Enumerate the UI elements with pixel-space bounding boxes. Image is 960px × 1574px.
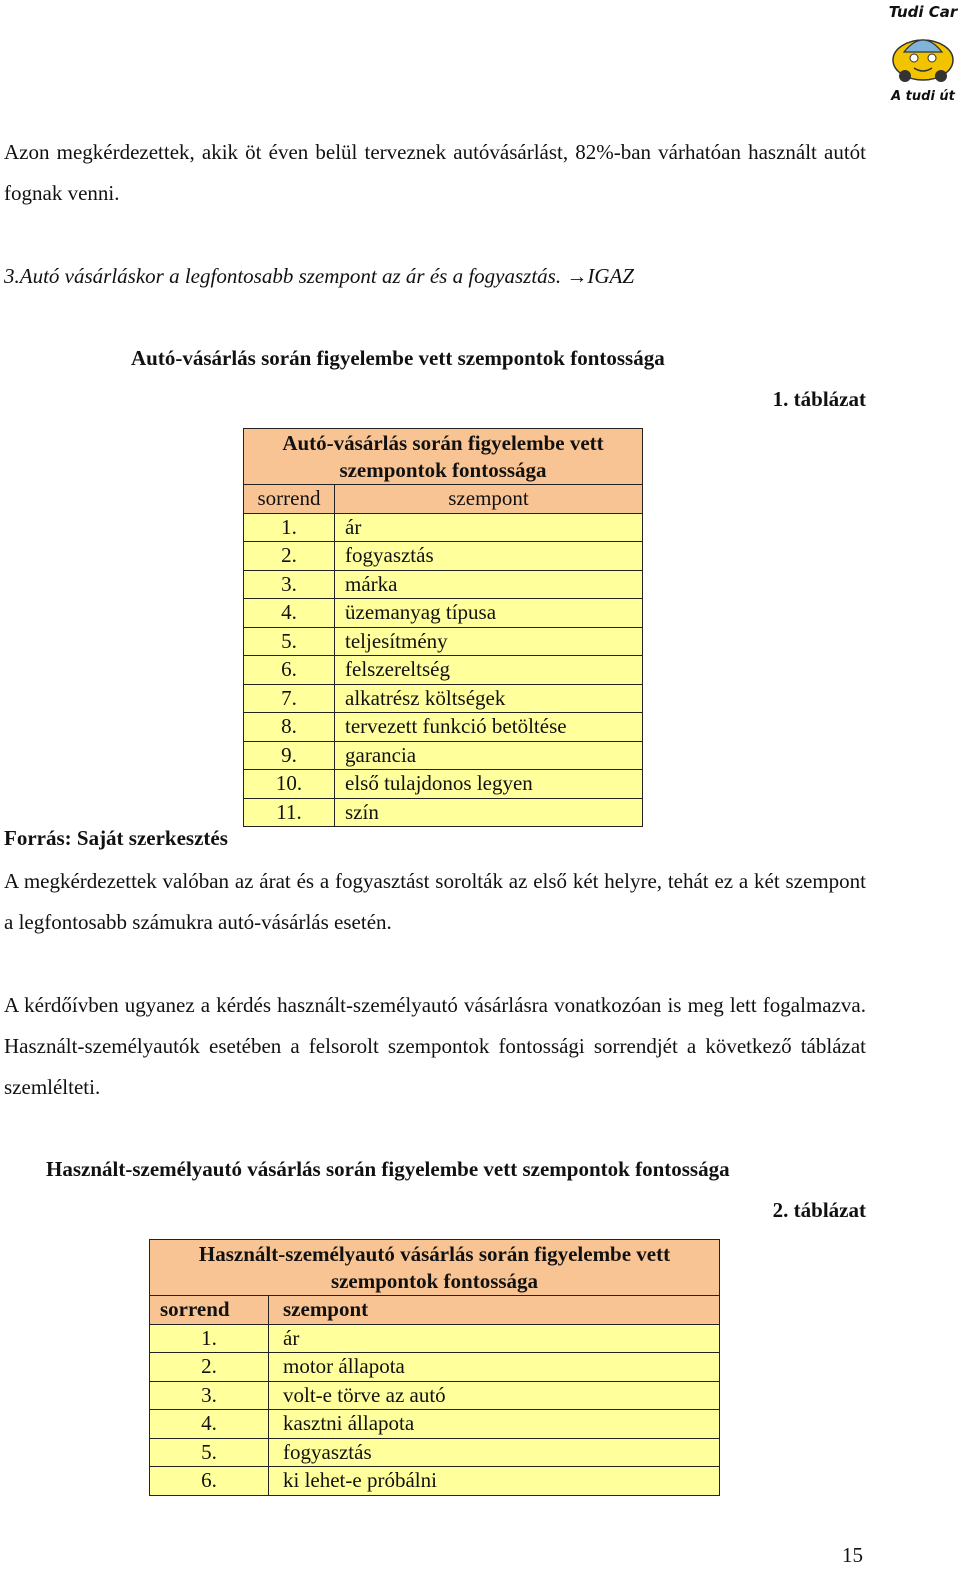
statement-verdict: IGAZ (587, 264, 635, 288)
row-criterion: első tulajdonos legyen (335, 770, 643, 799)
table-row (244, 513, 643, 542)
row-rank: 9. (244, 741, 335, 770)
row-rank: 7. (244, 684, 335, 713)
row-rank: 5. (150, 1438, 269, 1467)
row-criterion: ki lehet-e próbálni (269, 1467, 720, 1496)
row-rank: 1. (150, 1324, 269, 1353)
row-rank: 2. (150, 1353, 269, 1382)
row-rank: 11. (244, 798, 335, 827)
table-row (244, 741, 643, 770)
row-criterion: teljesítmény (335, 627, 643, 656)
table2-caption: Használt-személyautó vásárlás során figyelembe vett szempontok fontossága (46, 1157, 730, 1181)
row-criterion: fogyasztás (335, 542, 643, 571)
statement-line (4, 256, 634, 297)
row-criterion: ár (269, 1324, 720, 1353)
table-row (244, 770, 643, 799)
row-criterion: volt-e törve az autó (269, 1381, 720, 1410)
row-rank: 1. (244, 513, 335, 542)
row-criterion: alkatrész költségek (335, 684, 643, 713)
row-rank: 3. (244, 570, 335, 599)
row-criterion: motor állapota (269, 1353, 720, 1382)
page-number: 15 (842, 1543, 863, 1567)
table-row (244, 798, 643, 827)
table-row (244, 656, 643, 685)
intro-paragraph: Azon megkérdezettek, akik öt éven belül terveznek autóvásárlást, 82%-ban várhatóan használt autót fognak venni. (4, 140, 866, 205)
paragraph-3: A kérdőívben ugyanez a kérdés használt-személyautó vásárlásra vonatkozóan is meg lett fogalmazva. Használt-személyautók esetében a felsorolt szempontok fontossági sorrendjét a következő táblázat szemlélteti. (4, 993, 866, 1099)
row-criterion: szín (335, 798, 643, 827)
table-row (244, 570, 643, 599)
table-row (244, 713, 643, 742)
row-criterion: márka (335, 570, 643, 599)
table-row (244, 627, 643, 656)
table-row (150, 1381, 720, 1410)
row-rank: 5. (244, 627, 335, 656)
row-criterion: garancia (335, 741, 643, 770)
row-criterion: tervezett funkció betöltése (335, 713, 643, 742)
table1-label: 1. táblázat (772, 387, 866, 411)
row-rank: 6. (150, 1467, 269, 1496)
table1-col-criterion: szempont (335, 485, 643, 514)
row-rank: 6. (244, 656, 335, 685)
table1-col-order: sorrend (244, 485, 335, 514)
row-rank: 4. (244, 599, 335, 628)
table-row (244, 599, 643, 628)
table1 (243, 428, 643, 827)
table-row (150, 1438, 720, 1467)
statement-text: 3.Autó vásárláskor a legfontosabb szempont az ár és a fogyasztás. (4, 264, 562, 288)
source-note: Forrás: Saját szerkesztés (4, 826, 228, 850)
table2-header-title: Használt-személyautó vásárlás során figyelembe vett szempontok fontossága (150, 1240, 720, 1296)
table-row (150, 1353, 720, 1382)
arrow-right-icon: → (566, 264, 588, 288)
paragraph-2: A megkérdezettek valóban az árat és a fogyasztást sorolták az első két helyre, tehát ez a két szempont a legfontosabb számukra autó-vásárlás esetén. (4, 869, 866, 934)
row-rank: 2. (244, 542, 335, 571)
row-rank: 3. (150, 1381, 269, 1410)
car-icon (893, 40, 953, 82)
table2 (149, 1239, 720, 1496)
row-criterion: felszereltség (335, 656, 643, 685)
logo-bottom-text: A tudi út (891, 89, 955, 104)
row-rank: 4. (150, 1410, 269, 1439)
table1-caption: Autó-vásárlás során figyelembe vett szempontok fontossága (131, 346, 665, 370)
row-rank: 10. (244, 770, 335, 799)
row-criterion: kasztni állapota (269, 1410, 720, 1439)
row-criterion: ár (335, 513, 643, 542)
table-row (244, 542, 643, 571)
row-rank: 8. (244, 713, 335, 742)
logo-top-text: Tudi Car (888, 3, 958, 21)
tudi-car-logo (888, 0, 958, 106)
table-row (244, 684, 643, 713)
row-criterion: üzemanyag típusa (335, 599, 643, 628)
table1-header-title: Autó-vásárlás során figyelembe vett szempontok fontossága (244, 429, 643, 485)
table2-col-criterion: szempont (269, 1296, 720, 1325)
table-row (150, 1467, 720, 1496)
row-criterion: fogyasztás (269, 1438, 720, 1467)
table2-label: 2. táblázat (772, 1198, 866, 1222)
table2-col-order: sorrend (150, 1296, 269, 1325)
table-row (150, 1410, 720, 1439)
table-row (150, 1324, 720, 1353)
